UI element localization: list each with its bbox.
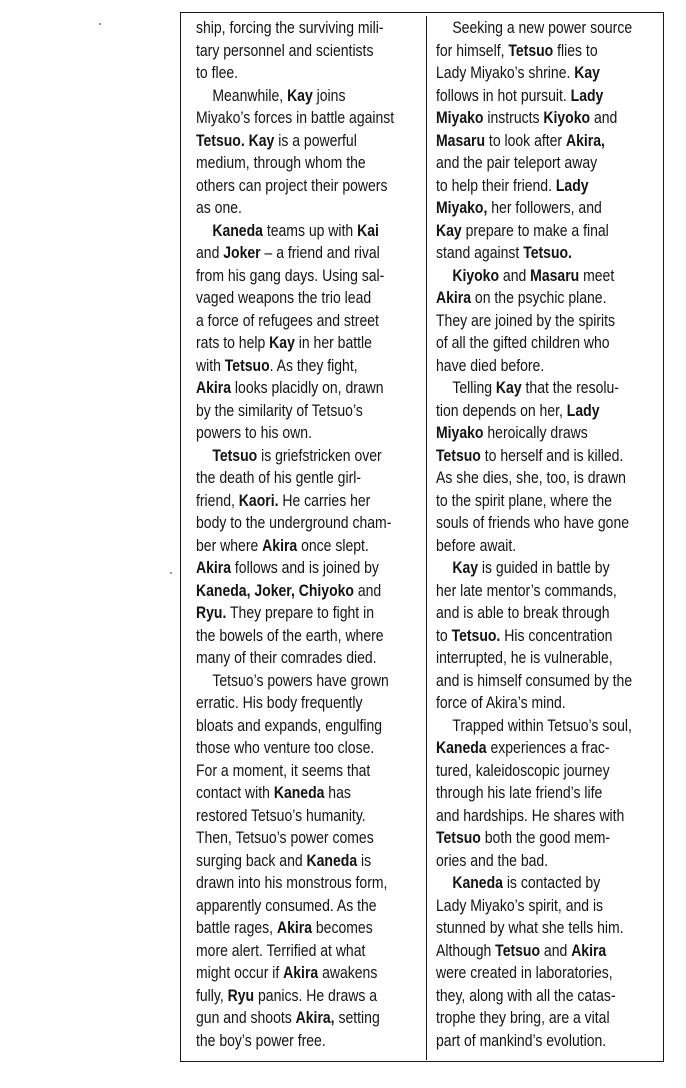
text-run: to (436, 626, 452, 645)
bold-name: Kay (436, 221, 462, 240)
bold-name: Tetsuo (212, 446, 258, 465)
text-line (196, 40, 413, 63)
text-line (436, 962, 658, 985)
right-text-column (436, 17, 658, 1052)
text-run: vaged weapons the trio lead (196, 289, 372, 307)
text-line (196, 467, 413, 490)
text-line (196, 422, 413, 445)
text-run: force of Akira’s mind. (436, 694, 566, 712)
text-run: many of their comrades died. (196, 649, 377, 667)
text-run: For a moment, it seems that (196, 761, 371, 780)
text-run: setting (334, 1009, 380, 1027)
text-run: both the good mem- (480, 829, 611, 847)
bold-name: Tetsuo (436, 446, 481, 465)
text-line (436, 62, 658, 85)
bold-name: Kaneda, Joker, Chiyoko (196, 581, 354, 600)
text-run: His concentration (500, 626, 613, 645)
text-run: Then, Tetsuo’s power comes (196, 829, 374, 847)
text-run: in her battle (294, 334, 372, 352)
text-line (436, 332, 658, 355)
text-run: more alert. Terrified at what (196, 941, 366, 960)
left-text-column (196, 17, 413, 1052)
text-run: meet (579, 266, 615, 285)
bold-name: Tetsuo. (451, 626, 501, 645)
text-line (196, 220, 413, 243)
text-line (436, 1030, 658, 1053)
text-line (436, 917, 658, 940)
text-run: they, along with all the catas- (436, 986, 616, 1005)
text-line (436, 602, 658, 625)
text-run: were created in laboratories, (436, 964, 613, 982)
text-run: Lady Miyako’s shrine. (436, 64, 575, 82)
bold-name: Lady (555, 176, 589, 195)
text-line (196, 107, 413, 130)
text-line (196, 490, 413, 513)
text-line (436, 535, 658, 558)
text-run: – a friend and rival (260, 244, 380, 262)
text-run: with (196, 356, 225, 375)
text-line (196, 400, 413, 423)
text-run: ber where (196, 536, 263, 555)
text-line (436, 220, 658, 243)
bold-name: Miyako (436, 424, 484, 442)
text-run: is guided in battle by (478, 559, 610, 577)
text-line (196, 287, 413, 310)
text-run: to herself and is killed. (480, 446, 624, 465)
text-line (196, 760, 413, 783)
text-line (436, 242, 658, 265)
bold-name: Kay (248, 131, 275, 150)
text-line (436, 805, 658, 828)
bold-name: Kiyoko (452, 266, 500, 285)
text-run: and hardships. He shares with (436, 806, 625, 825)
text-run: follows and is joined by (231, 559, 379, 577)
text-run: surging back and (196, 851, 307, 870)
text-line (436, 557, 658, 580)
text-run: of all the gifted children who (436, 334, 610, 352)
bold-name: Akira (571, 941, 607, 960)
text-run: to help their friend. (436, 176, 556, 195)
text-run: drawn into his monstrous form, (196, 874, 388, 892)
text-run: is contacted by (502, 874, 601, 892)
scan-speck (170, 572, 172, 574)
text-line (196, 805, 413, 828)
bold-name: Kaneda (452, 874, 503, 892)
text-run: and (499, 266, 531, 285)
text-line (436, 580, 658, 603)
text-line (436, 670, 658, 693)
bold-name: Akira, (565, 131, 605, 150)
text-line (196, 152, 413, 175)
text-line (196, 715, 413, 738)
text-run: is a powerful (274, 131, 357, 150)
text-run: those who venture too close. (196, 739, 375, 757)
text-run: and (590, 109, 618, 127)
text-line (436, 737, 658, 760)
text-line (436, 107, 658, 130)
bold-name: Tetsuo. (523, 244, 572, 262)
text-run: medium, through whom the (196, 154, 366, 172)
text-line (196, 85, 413, 108)
bold-name: Kay (287, 86, 313, 105)
bold-name: Kay (574, 64, 600, 82)
text-run: experiences a frac- (486, 739, 610, 757)
bold-name: Miyako, (436, 199, 488, 217)
text-line (436, 377, 658, 400)
text-run: on the psychic plane. (471, 289, 607, 307)
bold-name: Akira (196, 559, 232, 577)
text-line (436, 17, 658, 40)
text-run: and is able to break through (436, 604, 610, 622)
bold-name: Tetsuo (436, 829, 481, 847)
text-line (196, 1007, 413, 1030)
text-line (196, 917, 413, 940)
text-run: Meanwhile, (212, 86, 288, 105)
text-line (196, 557, 413, 580)
text-run: ories and the bad. (436, 851, 549, 870)
text-run: is (357, 851, 372, 870)
bold-name: Masaru (436, 131, 486, 150)
text-run: interrupted, he is vulnerable, (436, 649, 613, 667)
bold-name: Kai (357, 221, 379, 240)
text-run: as one. (196, 199, 242, 217)
text-line (196, 310, 413, 333)
text-line (436, 175, 658, 198)
text-run: from his gang days. Using sal- (196, 266, 385, 285)
text-line (436, 715, 658, 738)
text-line (436, 647, 658, 670)
text-run: awakens (318, 964, 378, 982)
text-run: tured, kaleidoscopic journey (436, 761, 610, 780)
bold-name: Akira (283, 964, 319, 982)
text-line (436, 872, 658, 895)
bold-name: Akira (262, 536, 298, 555)
bold-name: Masaru (530, 266, 580, 285)
text-run: to look after (485, 131, 566, 150)
text-run: . As they fight, (269, 356, 358, 375)
text-run: rats to help (196, 334, 270, 352)
text-run: and (540, 941, 572, 960)
text-line (196, 535, 413, 558)
bold-name: Tetsuo. (196, 131, 245, 150)
text-run: becomes (311, 919, 373, 937)
text-line (196, 130, 413, 153)
text-run: and the pair teleport away (436, 154, 598, 172)
text-run: and is himself consumed by the (436, 671, 633, 690)
text-run: bloats and expands, engulfing (196, 716, 383, 735)
bold-name: Kay (495, 379, 522, 397)
text-run: to the spirit plane, where the (436, 491, 612, 510)
bold-name: Joker (223, 244, 261, 262)
text-line (436, 1007, 658, 1030)
text-run: through his late friend’s life (436, 784, 603, 802)
text-line (196, 782, 413, 805)
text-line (436, 850, 658, 873)
bold-name: Ryu (227, 986, 255, 1005)
text-line (436, 760, 658, 783)
text-run: tion depends on her, (436, 401, 567, 420)
column-divider (426, 16, 427, 1060)
text-run: trophe they bring, are a vital (436, 1009, 610, 1027)
bold-name: Tetsuo (508, 41, 554, 60)
text-run: heroically draws (483, 424, 588, 442)
text-line (436, 355, 658, 378)
bold-name: Kaneda (436, 739, 487, 757)
bold-name: Kaneda (212, 221, 263, 240)
text-run: friend, (196, 491, 239, 510)
text-run: battle rages, (196, 919, 277, 937)
scan-speck (99, 23, 101, 25)
text-run: contact with (196, 784, 274, 802)
text-line (436, 400, 658, 423)
bold-name: Kiyoko (543, 109, 591, 127)
text-run: follows in hot pursuit. (436, 86, 571, 105)
text-run: looks placidly on, drawn (231, 379, 384, 397)
text-run: fully, (196, 986, 228, 1005)
text-run: others can project their powers (196, 176, 388, 195)
text-line (436, 85, 658, 108)
text-line (196, 895, 413, 918)
bold-name: Lady (570, 86, 604, 105)
text-line (196, 332, 413, 355)
text-line (196, 850, 413, 873)
text-run: and (196, 244, 224, 262)
text-run: joins (312, 86, 346, 105)
text-run: flies to (553, 41, 598, 60)
text-line (196, 580, 413, 603)
text-line (196, 1030, 413, 1053)
text-line (196, 985, 413, 1008)
text-run: stunned by what she tells him. (436, 919, 624, 937)
text-run: Miyako’s forces in battle against (196, 109, 395, 127)
text-run: by the similarity of Tetsuo’s (196, 401, 363, 420)
text-line (436, 287, 658, 310)
text-run: the boy’s power free. (196, 1031, 326, 1050)
text-run: Lady Miyako’s spirit, and is (436, 896, 604, 915)
text-run: Tetsuo’s powers have grown (212, 671, 389, 690)
text-line (196, 445, 413, 468)
text-run: restored Tetsuo’s humanity. (196, 806, 366, 825)
text-run: panics. He draws a (254, 986, 378, 1005)
text-line (436, 625, 658, 648)
text-run: souls of friends who have gone (436, 514, 630, 532)
bold-name: Kay (269, 334, 295, 352)
text-line (196, 62, 413, 85)
bold-name: Akira (196, 379, 232, 397)
bold-name: Miyako (436, 109, 484, 127)
text-line (436, 422, 658, 445)
text-line (436, 130, 658, 153)
text-run: Although (436, 941, 496, 960)
text-line (196, 355, 413, 378)
text-run: Seeking a new power source (452, 19, 633, 37)
bold-name: Akira, (295, 1009, 335, 1027)
text-run: stand against (436, 244, 524, 262)
text-line (196, 962, 413, 985)
text-run: instructs (483, 109, 544, 127)
text-run: her late mentor’s commands, (436, 581, 617, 600)
text-run: ship, forcing the surviving mili- (196, 19, 384, 37)
text-run: have died before. (436, 356, 545, 375)
text-run: They prepare to fight in (226, 604, 374, 622)
bold-name: Lady (566, 401, 600, 420)
text-run: and (353, 581, 382, 600)
text-line (196, 242, 413, 265)
text-line (436, 985, 658, 1008)
text-line (196, 827, 413, 850)
text-line (196, 625, 413, 648)
text-line (436, 445, 658, 468)
text-run: gun and shoots (196, 1009, 296, 1027)
text-line (436, 512, 658, 535)
text-line (196, 265, 413, 288)
text-line (436, 152, 658, 175)
text-run: that the resolu- (521, 379, 619, 397)
text-run: her followers, and (487, 199, 602, 217)
text-run: once slept. (297, 536, 369, 555)
text-run: has (324, 784, 351, 802)
bold-name: Akira (276, 919, 312, 937)
text-line (196, 17, 413, 40)
bold-name: Tetsuo (224, 356, 270, 375)
text-run: Trapped within Tetsuo’s soul, (452, 716, 632, 735)
text-run: body to the underground cham- (196, 514, 392, 532)
text-run: prepare to make a final (461, 221, 609, 240)
text-run: might occur if (196, 964, 284, 982)
bold-name: Kaneda (273, 784, 325, 802)
text-run: apparently consumed. As the (196, 896, 377, 915)
text-line (436, 692, 658, 715)
text-line (196, 872, 413, 895)
text-line (436, 40, 658, 63)
text-run: to flee. (196, 64, 239, 82)
text-line (436, 265, 658, 288)
bold-name: Kay (452, 559, 479, 577)
text-line (196, 377, 413, 400)
text-line (196, 670, 413, 693)
text-line (436, 310, 658, 333)
bold-name: Kaneda (306, 851, 358, 870)
text-line (196, 512, 413, 535)
text-line (436, 490, 658, 513)
text-line (196, 175, 413, 198)
text-run: As she dies, she, too, is drawn (436, 469, 626, 487)
text-line (436, 782, 658, 805)
text-run: erratic. His body frequently (196, 694, 363, 712)
text-run: before await. (436, 536, 517, 555)
text-line (196, 197, 413, 220)
bold-name: Akira (436, 289, 472, 307)
text-run: Telling (452, 379, 496, 397)
text-line (436, 940, 658, 963)
text-run: tary personnel and scientists (196, 41, 374, 60)
text-run: is griefstricken over (257, 446, 382, 465)
bold-name: Kaori. (238, 491, 279, 510)
text-run: the death of his gentle girl- (196, 469, 362, 487)
text-run: powers to his own. (196, 424, 312, 442)
text-line (196, 602, 413, 625)
text-run: part of mankind’s evolution. (436, 1031, 607, 1050)
text-run: for himself, (436, 41, 509, 60)
text-line (436, 895, 658, 918)
text-run: teams up with (262, 221, 358, 240)
text-line (436, 197, 658, 220)
text-run: a force of refugees and street (196, 311, 379, 330)
bold-name: Ryu. (196, 604, 227, 622)
text-line (196, 737, 413, 760)
text-run: He carries her (278, 491, 371, 510)
bold-name: Tetsuo (495, 941, 541, 960)
text-line (436, 467, 658, 490)
text-line (196, 940, 413, 963)
text-run: They are joined by the spirits (436, 311, 616, 330)
text-line (436, 827, 658, 850)
text-line (196, 692, 413, 715)
text-line (196, 647, 413, 670)
text-run: the bowels of the earth, where (196, 626, 384, 645)
